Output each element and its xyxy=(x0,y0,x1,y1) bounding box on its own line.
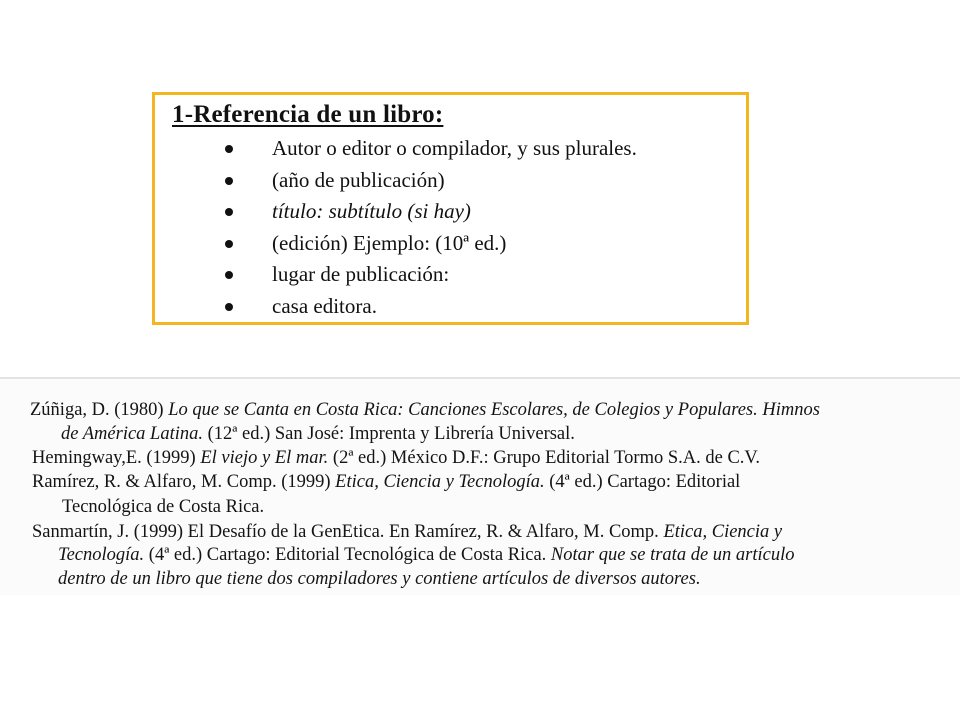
example-text-italic: Tecnología. xyxy=(58,545,145,565)
example-text-italic: Etica, Ciencia y Tecnología. xyxy=(335,472,545,492)
example-text-italic: El viejo y El mar. xyxy=(200,448,329,468)
example-line xyxy=(32,447,760,469)
example-text-italic: de América Latina. xyxy=(61,424,203,444)
list-item-text: (año de publicación) xyxy=(272,167,445,192)
example-line xyxy=(32,521,782,543)
reference-title: 1-Referencia de un libro: xyxy=(172,101,444,128)
bullet-icon xyxy=(225,240,233,248)
example-text-italic: Lo que se Canta en Costa Rica: Canciones Escolares, de Colegios y Populares. Himnos xyxy=(168,400,820,420)
bullet-icon xyxy=(225,145,233,153)
example-line xyxy=(61,423,575,445)
list-item xyxy=(155,133,637,165)
example-line xyxy=(30,399,820,421)
example-line xyxy=(62,496,264,518)
list-item xyxy=(155,259,637,291)
example-text: Tecnológica de Costa Rica. xyxy=(62,497,265,517)
example-text: (2ª ed.) México D.F.: Grupo Editorial Tormo S.A. de C.V. xyxy=(328,448,761,468)
bullet-icon xyxy=(225,271,233,279)
bullet-icon xyxy=(225,303,233,311)
bullet-icon xyxy=(225,177,233,185)
scan-edge-divider xyxy=(0,377,960,379)
bullet-icon xyxy=(225,208,233,216)
example-text: (4ª ed.) Cartago: Editorial Tecnológica de Costa Rica. xyxy=(144,545,551,565)
list-item-text: casa editora. xyxy=(272,293,377,318)
list-item-text: Autor o editor o compilador, y sus plurales. xyxy=(272,136,637,160)
example-line xyxy=(32,471,740,493)
example-text: Sanmartín, J. (1999) El Desafío de la GenEtica. En Ramírez, R. & Alfaro, M. Comp. xyxy=(32,522,664,542)
example-text: (4ª ed.) Cartago: Editorial xyxy=(544,472,741,492)
example-text-italic: Etica, Ciencia y xyxy=(663,522,783,542)
example-text: (12ª ed.) San José: Imprenta y Librería Universal. xyxy=(203,424,575,444)
example-text: Zúñiga, D. (1980) xyxy=(30,400,169,420)
list-item xyxy=(155,291,637,323)
example-line xyxy=(58,544,795,566)
reference-element-list xyxy=(155,133,637,322)
list-item xyxy=(155,196,637,228)
list-item-text: (edición) Ejemplo: (10ª ed.) xyxy=(272,230,507,255)
list-item-text: título: subtítulo (si hay) xyxy=(272,199,471,223)
reference-examples-scan xyxy=(0,377,960,595)
list-item-text: lugar de publicación: xyxy=(272,262,450,286)
list-item xyxy=(155,165,637,197)
example-text: Hemingway,E. (1999) xyxy=(32,448,201,468)
example-text: Ramírez, R. & Alfaro, M. Comp. (1999) xyxy=(32,472,336,492)
example-line xyxy=(58,568,701,590)
example-text-italic: Notar que se trata de un artículo xyxy=(550,545,795,565)
book-reference-box xyxy=(152,92,749,325)
example-text-italic: dentro de un libro que tiene dos compiladores y contiene artículos de diversos autores. xyxy=(58,569,701,589)
list-item xyxy=(155,228,637,260)
